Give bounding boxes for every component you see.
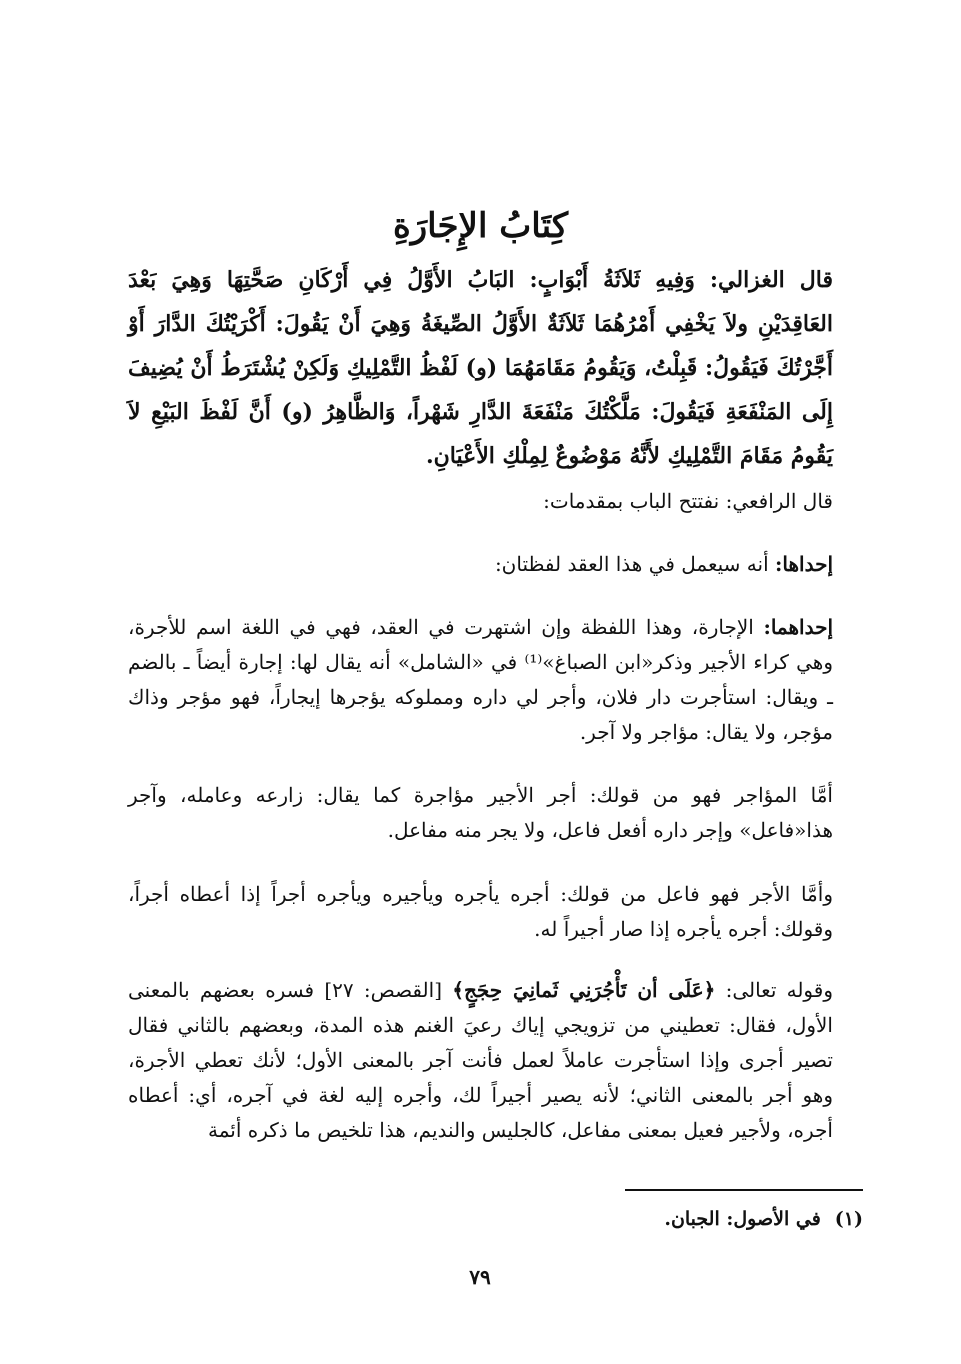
paragraph-muajir: [128, 778, 833, 848]
paragraph-quran-verse: [128, 973, 833, 1148]
paragraph-lead: إحداها:: [775, 552, 833, 576]
paragraph-text: أمَّا المؤاجر فهو من قولك: أجر الأجير مؤاجرة كما يقال: زارعه وعامله، وآجر هذا«فاعل» وإجر داره أفعل فاعل، ولا يجر منه مفاعل.: [128, 783, 833, 842]
paragraph-first-premise: [128, 547, 833, 582]
matn-text: قال الغزالي: وَفِيهِ ثَلاَثَةُ أَبْوَابٍ: البَابُ الأَوَّلُ فِي أَرْكَانِ صَحَّتِهَا وَهِيَ بَعْدَ العَاقِدَيْنِ ولاَ يَخْفِي أَمْرُهُمَا ثَلاَثَةٌ الأَوَّلُ الصِّيغَةُ وَهِيَ أَنْ يَقُولَ: أَكْرَيْتُكَ الدَّارَ أَوْ أَجَّرْتُكَ فَيَقُولُ: قَبِلْتُ، وَيَقُومُ مَقَامَهُمَا (و) لَفْظُ التَّمْلِيكِ وَلَكِنْ يُشْتَرَطُ أَنْ يُضِيفَ إِلَى المَنْفَعَةِ فَيَقُولَ: مَلَّكْتُكَ مَنْفَعَةَ الدَّارِ شَهْراً، وَالظَّاهِرُ (و) أَنَّ لَفْظَ البَيْعِ لاَ يَقُومُ مَقَامَ التَّمْلِيكِ لأَنَّهُ مَوْضُوعٌ لِمِلْكِ الأَعْيَانِ.: [128, 267, 833, 469]
paragraph-text: وأمَّا الأجر فهو فاعل من قولك: أجره يأجره ويأجيره ويأجره أجراً إذا أعطاه أجراً، وقولك: أجره يأجره إذا صار أجيراً له.: [128, 882, 833, 941]
footnote-text: في الأصول: الجبان.: [664, 1208, 821, 1230]
paragraph-lead: إحداهما:: [763, 615, 833, 639]
paragraph-text-after: [القصص: ٢٧] فسره بعضهم بالمعنى الأول، فقال: تعطيني من تزويجي إياك رعيَ الغنم هذه المدة، وبعضهم بالثاني فقال تصير أجرى وإذا استأجرت عاملاً لعمل فأنت آجر بالمعنى الأول؛ لأنك تعطي الأجرة، وهو أجر بالمعنى الثاني؛ لأنه يصير أجيراً لك، وأجره إليه لغة في آجره، أي: أعطاه أجره، ولأجير فعيل بمعنى مفاعل، كالجليس والنديم، هذا تلخيص ما ذكره أئمة: [128, 978, 833, 1142]
footnote-divider: [625, 1189, 863, 1191]
paragraph-text: أنه سيعمل في هذا العقد لفظتان:: [494, 552, 775, 576]
paragraph-text: الإجارة، وهذا اللفظة وإن اشتهرت في العقد، فهي في اللغة اسم للأجرة، وهي كراء الأجير وذكر«ابن الصباغ»⁽¹⁾ في «الشامل» أنه يقال لها: إجارة أيضاً ـ بالضم ـ ويقال: استأجرت دار فلان، وأجر لي داره ومملوكه يؤجرها إيجاراً، فهو مؤجر وذاك مؤجر، ولا يقال: مؤاجر ولا آجر.: [128, 615, 833, 744]
chapter-title: كِتَابُ الإِجَارَةِ: [392, 206, 569, 246]
paragraph-text: قال الرافعي: نفتتح الباب بمقدمات:: [543, 489, 833, 513]
paragraph-ajir: [128, 877, 833, 947]
paragraph-text-before: وقوله تعالى:: [715, 978, 833, 1002]
page-number: ٧٩: [469, 1265, 491, 1289]
paragraph-rafii-intro: [128, 484, 833, 519]
paragraph-ijara-definition: [128, 610, 833, 750]
quran-verse: ﴿عَلَى أن تَأْجُرَنِي ثَمانِيَ حِجَجٍ﴾: [452, 978, 716, 1002]
footnote: [500, 1204, 863, 1234]
footnote-number: (١): [834, 1208, 863, 1230]
